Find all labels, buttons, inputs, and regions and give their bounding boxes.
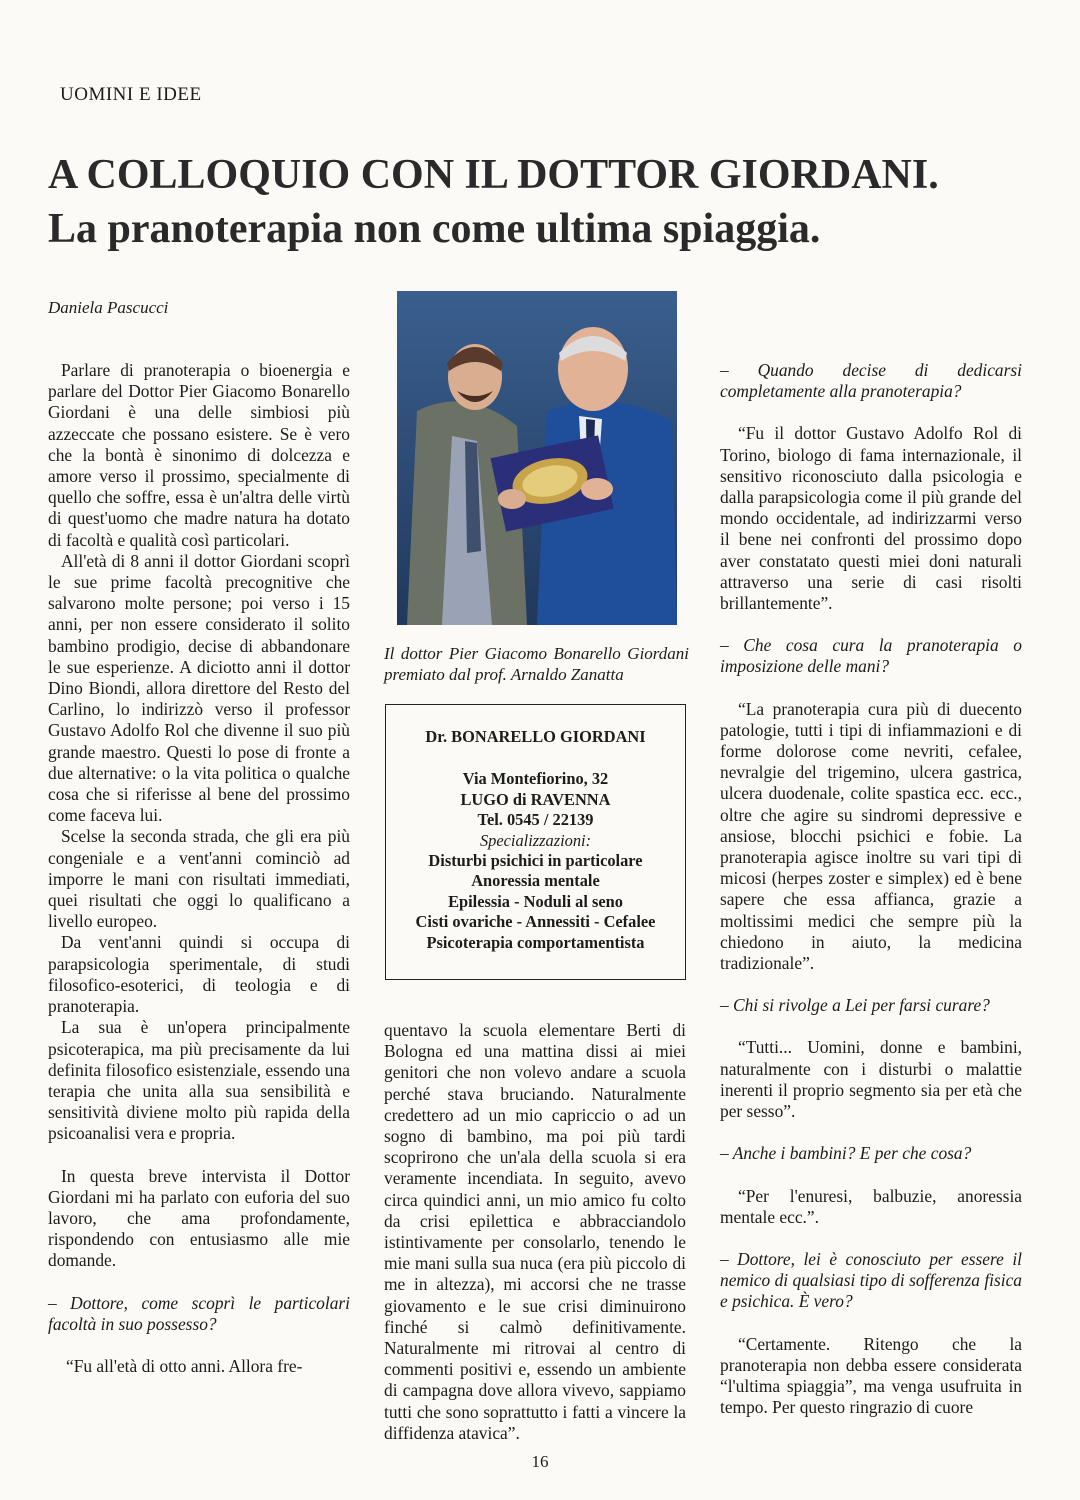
doctor-name: Dr. BONARELLO GIORDANI [425, 727, 646, 746]
article-title [48, 148, 1038, 256]
contact-box [385, 704, 686, 980]
city: LUGO di RAVENNA [460, 789, 611, 809]
interview-answer: “Per l'enuresi, balbuzie, anoressia mentale ecc.”. [720, 1185, 1022, 1227]
paragraph: Parlare di pranoterapia o bioenergia e parlare del Dottor Pier Giacomo Bonarello Giordani è una delle simbiosi più azzeccate che possano esistere. Se è vero che la bontà è sinonimo di dolcezza e amore verso il prossimo, specialmente di quello che soffre, essa è un'altra delle virtù di quest'uomo che madre natura ha dotato di facoltà e qualità così particolari. [48, 360, 350, 550]
photo-caption: Il dottor Pier Giacomo Bonarello Giordani premiato dal prof. Arnaldo Zanatta [384, 644, 689, 684]
interview-question: – Dottore, come scoprì le particolari facoltà in suo possesso? [48, 1292, 350, 1334]
interview-question: – Che cosa cura la pranoterapia o imposizione delle mani? [720, 635, 1022, 677]
street-address: Via Montefiorino, 32 [462, 769, 609, 789]
text-column-1 [48, 360, 350, 1377]
award-photo [397, 291, 677, 625]
paragraph: La sua è un'opera principalmente psicoterapica, ma più precisamente da lui definita filosofico esistenziale, essendo una terapia che unita alla sua sensibilità e sensitività diviene molto più rapida della psicoanalisi vera e propria. [48, 1017, 350, 1144]
title-line-1: A COLLOQUIO CON IL DOTTOR GIORDANI. [48, 152, 939, 198]
phone-number: Tel. 0545 / 22139 [477, 810, 594, 830]
interview-question: – Quando decise di dedicarsi completamente alla pranoterapia? [720, 360, 1022, 402]
interview-answer: “Fu il dottor Gustavo Adolfo Rol di Torino, biologo di fama internazionale, il sensitivo riconosciuto dalla psicologia e dalla parapsicologia come il più grande del mondo occidentale, ad indirizzarmi verso il bene nei confronti del prossimo dopo aver constatato questi miei doni naturali attraverso una serie di casi risolti brillantemente”. [720, 423, 1022, 614]
author-byline: Daniela Pascucci [48, 298, 169, 317]
interview-question: – Anche i bambini? E per che cosa? [720, 1143, 972, 1164]
title-line-2: La pranoterapia non come ultima spiaggia. [48, 206, 821, 252]
interview-answer: “La pranoterapia cura più di duecento patologie, tutti i tipi di infiammazioni e di forme dolorose come nevriti, cefalee, nevralgie del trigemino, ulcera gastrica, ulcera duodenale, colite spastica ecc. ecc., oltre che agire su sindromi depressive e ansiose, blocchi psichici e fobie. La pranoterapia agisce inoltre su vari tipi di micosi (herpes zoster e simplex) ed è bene sapere che essa affianca, grazie a moltissimi medici che sempre più la chiedono in aiuto, la medicina tradizionale”. [720, 698, 1022, 974]
interview-question: – Dottore, lei è conosciuto per essere il nemico di qualsiasi tipo di sofferenza fisica e psichica. È vero? [720, 1248, 1022, 1312]
section-label: UOMINI E IDEE [60, 84, 202, 105]
specialization-item: Epilessia - Noduli al seno [448, 891, 623, 911]
page-number: 16 [531, 1452, 549, 1471]
address-block [386, 769, 685, 830]
specialization-item: Cisti ovariche - Annessiti - Cefalee [415, 912, 656, 932]
text-column-3 [720, 360, 1022, 1418]
specialization-item: Disturbi psichici in particolare [428, 851, 643, 871]
text-column-2 [384, 1020, 686, 1444]
paragraph: Da vent'anni quindi si occupa di parapsicologia sperimentale, di studi filosofico-esoterici, di teologia e di pranoterapia. [48, 932, 350, 1017]
paragraph: Scelse la seconda strada, che gli era più congeniale e a vent'anni cominciò ad imporre le mani con risultati immediati, quei risultati che oggi lo qualificano a livello europeo. [48, 826, 350, 932]
specialization-item: Anoressia mentale [471, 871, 600, 891]
interview-question: – Chi si rivolge a Lei per farsi curare? [720, 995, 990, 1016]
interview-answer: “Tutti... Uomini, donne e bambini, naturalmente con i disturbi o malattie inerenti il proprio segmento sia per età che per sesso”. [720, 1037, 1022, 1122]
specializations-list [386, 851, 685, 953]
paragraph: All'età di 8 anni il dottor Giordani scoprì le sue prime facoltà precognitive che salvarono molte persone; poi verso i 15 anni, per non essere considerato il solito bambino prodigio, decise di abbandonare le sue esperienze. A diciotto anni il dottor Dino Biondi, allora direttore del Resto del Carlino, lo indirizzò verso il professor Gustavo Adolfo Rol che divenne il suo più grande maestro. Questi lo pose di fronte a due alternative: o la vita politica o qualche cosa che si riferisse al bene del prossimo come faceva lui. [48, 550, 350, 826]
photo-illustration [397, 291, 677, 625]
interview-answer-continued: quentavo la scuola elementare Berti di Bologna ed una mattina dissi ai miei genitori che non volevo andare a scuola perché stava bruciando. Naturalmente credettero ad un mio capriccio o ad un sogno di bambino, ma poi più tardi scoprirono che un'ala della scuola si era veramente incendiata. In seguito, avevo circa quindici anni, un mio amico fu colto da crisi epilettica e abbracciandolo istintivamente per consolarlo, tenendo le mie mani sulla sua nuca (era più piccolo di me in altezza), mi accorsi che ne trasse giovamento e le sue crisi diminuirono finché si calmò definitivamente. Naturalmente mi ritrovai al centro di commenti positivi e, essendo un ambiente di campagna dove allora vivevo, sappiamo tutti che sono soprattutto i fatti a vincere la diffidenza atavica”. [384, 1020, 686, 1443]
paragraph: In questa breve intervista il Dottor Giordani mi ha parlato con euforia del suo lavoro, che ama profondamente, rispondendo con entusiasmo alle mie domande. [48, 1165, 350, 1271]
specializations-label: Specializzazioni: [479, 830, 592, 850]
specialization-item: Psicoterapia comportamentista [426, 932, 645, 952]
interview-answer: “Fu all'età di otto anni. Allora fre- [66, 1355, 303, 1376]
interview-answer: “Certamente. Ritengo che la pranoterapia non debba essere considerata “l'ultima spiaggia”, ma venga usufruita in tempo. Per questo ringrazio di cuore [720, 1333, 1022, 1418]
